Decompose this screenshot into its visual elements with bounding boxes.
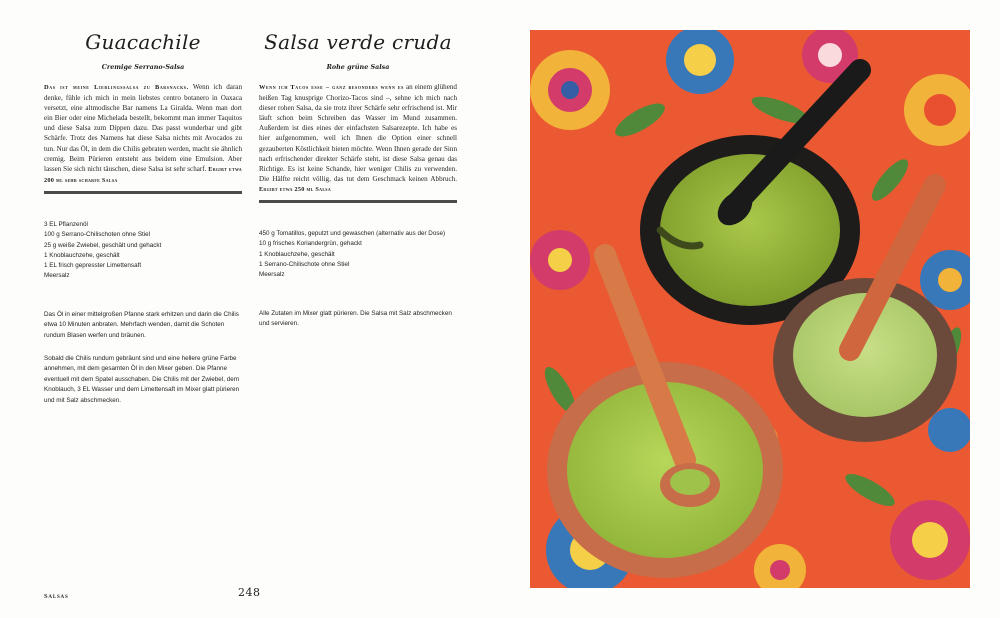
recipe-salsa-verde-cruda <box>259 26 457 329</box>
ingredient-item: 1 Serrano-Chilischote ohne Stiel <box>259 260 350 268</box>
method-step: Sobald die Chilis rundum gebräunt sind und eine hellere grüne Farbe annehmen, mit dem gesamten Öl in den Mixer geben. Die Pfanne eventuell mit dem Spatel ausschaben. Die Chilis mit der Zwiebel, dem Knoblauch, 3 EL Wasser und dem Limettensaft im Mixer glatt pürieren und mit Salz abschmecken. <box>44 354 240 404</box>
intro-body: Wenn ich daran denke, fühle ich mich in mein liebstes centro botanero in Oaxaca versetzt, eine altmodische Bar namens La Giralda. Wenn man dort ein Bier oder eine Michelada bestellt, bekommt man immer Taquitos und diese Salsa zum Dippen dazu. Das passt wunderbar und gibt Schärfe. Trotz des Namens hat diese Salsa nichts mit Avocados zu tun. Nur das Öl, in dem die Chilis gebraten werden, macht sie ähnlich cremig. Beim Pürieren entsteht aus beidem eine Emulsion. Aber lassen Sie sich nicht täuschen, diese Salsa ist sehr scharf. <box>44 83 242 173</box>
recipe-yield: Ergibt etwa 200 ml sehr scharfe Salsa <box>44 165 242 184</box>
method-steps <box>259 309 457 330</box>
ingredient-item: 100 g Serrano-Chilischoten ohne Stiel <box>44 231 151 239</box>
intro-lead: Das ist meine Lieblingssalsa zu Barsnacks. <box>44 84 189 91</box>
recipe-intro <box>259 82 457 195</box>
ingredient-item: 25 g weiße Zwiebel, geschält und gehackt <box>44 241 162 249</box>
ingredient-list <box>259 229 457 280</box>
method-step: Alle Zutaten im Mixer glatt pürieren. Die Salsa mit Salz abschmecken und servieren. <box>259 309 452 327</box>
recipe-subtitle: Rohe grüne Salsa <box>326 63 390 71</box>
intro-body: an einem glühend heißen Tag knusprige Chorizo-Tacos sind –, sehne ich mich nach dieser rohen Salsa, da sie trotz ihrer Schärfe sehr erfrischend ist. Mir läuft schon beim Schreiben das Wasser im Mund zusammen. Außerdem ist dies eines der einfachsten Salsarezepte. Ich habe es hier aufgenommen, weil ich Ihnen die Option einer schnell gezauberten Köstlichkeit bieten möchte. Wenn Ihnen gerade der Sinn nach erfrischender direkter Schärfe steht, ist diese Salsa genau das Richtige. Es ist keine Schande, hier weniger Chilis zu verwenden. Die Hälfte reicht völlig, das tut dem Geschmack keinen Abbruch. <box>259 83 457 183</box>
ingredient-item: Meersalz <box>44 272 70 280</box>
ingredient-item: 3 EL Pflanzenöl <box>44 220 88 228</box>
recipe-intro <box>44 82 242 186</box>
section-rule <box>259 200 457 203</box>
recipe-title: Guacachile <box>85 30 201 54</box>
ingredient-item: 1 Knoblauchzehe, geschält <box>44 251 120 259</box>
method-step: Das Öl in einer mittelgroßen Pfanne stark erhitzen und darin die Chilis etwa 10 Minuten anbraten. Mehrfach wenden, damit die Schoten rundum Blasen werfen und bräunen. <box>44 310 239 339</box>
page-number: 248 <box>238 586 261 599</box>
ingredient-item: 450 g Tomatillos, geputzt und gewaschen (alternativ aus der Dose) <box>259 230 446 238</box>
salsa-photo <box>530 30 970 588</box>
recipe-guacachile <box>44 26 242 406</box>
method-steps <box>44 310 242 406</box>
section-rule <box>44 191 242 194</box>
intro-lead: Wenn ich Tacos esse – ganz besonders wenn es <box>259 84 404 91</box>
ingredient-item: 1 EL frisch gepresster Limettensaft <box>44 262 142 270</box>
ingredient-list <box>44 220 242 282</box>
ingredient-item: 10 g frisches Koriandergrün, gehackt <box>259 240 362 248</box>
ingredient-item: Meersalz <box>259 271 285 279</box>
ingredient-item: 1 Knoblauchzehe, geschält <box>259 250 335 258</box>
running-footer-section: Salsas <box>44 593 69 600</box>
recipe-subtitle: Cremige Serrano-Salsa <box>101 63 185 71</box>
recipe-title: Salsa verde cruda <box>264 30 452 54</box>
recipe-yield: Ergibt etwa 250 ml Salsa <box>259 185 332 193</box>
salsa-photo-illustration <box>530 30 970 588</box>
